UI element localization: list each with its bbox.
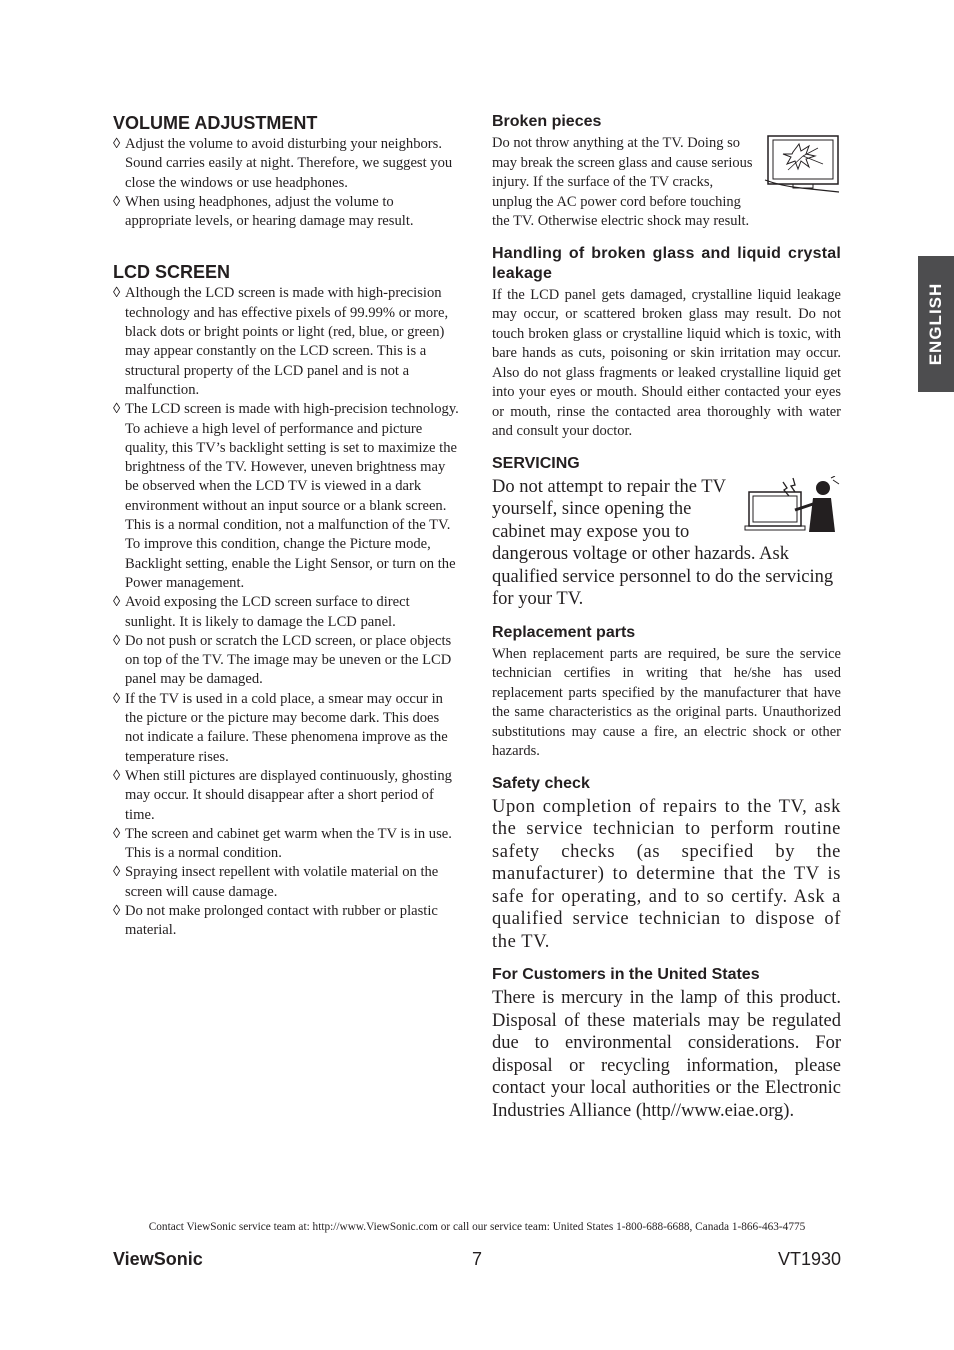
bullet-icon: ◊ <box>113 902 121 919</box>
list-item: ◊ When using headphones, adjust the volume to appropriate levels, or hearing damage may result. <box>113 193 414 230</box>
language-tab <box>918 256 954 392</box>
right-column <box>492 112 841 1122</box>
volume-list <box>113 135 461 231</box>
lcd-list <box>113 284 461 940</box>
broken-pieces-section <box>492 112 841 232</box>
repair-person-icon <box>743 476 841 543</box>
list-item: ◊ Do not push or scratch the LCD screen, or place objects on top of the TV. The image may be uneven or the LCD panel may be damaged. <box>113 632 452 688</box>
bullet-icon: ◊ <box>113 864 121 881</box>
volume-heading: VOLUME ADJUSTMENT <box>113 113 318 133</box>
list-item: ◊ Although the LCD screen is made with high-precision technology and has effective pixels of 99.99% or more, black dots or bright points or light (red, blue, or green) may appear constantly on the LCD screen. This is a structural property of the LCD panel and is not a malfunction. <box>113 285 449 398</box>
broken-glass-text: If the LCD panel gets damaged, crystalline liquid leakage may occur, or scattered broken glass may result. Do not touch broken glass or crystalline liquid which is toxic, with bare hands as cuts, poisoning or skin irritation may occur. Also do not glass fragments or leaked crystalline liquid get into your eyes or mouth. Should either contacted your eyes or mouth, rinse the contacted area thoroughly with water and consult your doctor. <box>492 286 841 439</box>
us-customers-heading: For Customers in the United States <box>492 966 760 983</box>
list-item: ◊ Avoid exposing the LCD screen surface to direct sunlight. It is likely to damage the LCD panel. <box>113 594 410 630</box>
us-customers-text: There is mercury in the lamp of this product. Disposal of these materials may be regulated due to environmental considerations. For disposal or recycling information, please contact your local authorities or the Electronic Industries Alliance (http//www.eiae.org). <box>492 988 841 1121</box>
list-item: ◊ Adjust the volume to avoid disturbing your neighbors. Sound carries easily at night. Therefore, we suggest you close the windows or use headphones. <box>113 136 453 191</box>
volume-section <box>113 112 461 231</box>
lcd-heading: LCD SCREEN <box>113 262 231 283</box>
language-tab-label: ENGLISH <box>926 282 945 366</box>
replacement-parts-heading: Replacement parts <box>492 623 636 641</box>
broken-glass-heading: Handling of broken glass and liquid crystal leakage <box>492 244 841 282</box>
us-customers-section <box>492 965 841 1122</box>
bullet-icon: ◊ <box>113 594 121 611</box>
replacement-parts-text: When replacement parts are required, be sure the service technician certifies in writing that he/she has used replacement parts specified by the manufacturer that have the same characteristics as the original parts. Unauthorized substitutions may cause a fire, an electric shock or other hazards. <box>492 645 841 759</box>
bullet-icon: ◊ <box>113 767 121 784</box>
servicing-text: Do not attempt to repair the TV yourself, since opening the cabinet may expose you to dangerous voltage or other hazards. Ask qualified service personnel to do the servicing for your TV. <box>492 476 834 609</box>
bullet-icon: ◊ <box>113 632 121 649</box>
cracked-tv-icon <box>763 134 841 201</box>
list-item: ◊ If the TV is used in a cold place, a smear may occur in the picture or the picture may become dark. This does not indicate a failure. These phenomena improve as the temperature rises. <box>113 690 448 765</box>
servicing-section <box>492 454 841 611</box>
page-number: 7 <box>471 1249 482 1269</box>
broken-pieces-heading: Broken pieces <box>492 113 602 130</box>
safety-check-heading: Safety check <box>492 774 590 792</box>
bullet-icon: ◊ <box>113 136 121 152</box>
list-item: ◊ The LCD screen is made with high-precision technology. To achieve a high level of performance and picture quality, this TV’s backlight setting is set to maximize the brightness of the TV. However, uneven brightness may be observed when the LCD TV is viewed in a dark environment without an input source or a blank screen. This is a normal condition, not a malfunction of the TV. To improve this condition, change the Picture mode, Backlight setting, enable the Light Sensor, or turn on the Power management. <box>113 401 459 591</box>
safety-check-section <box>492 774 841 954</box>
brand-name: ViewSonic <box>113 1249 203 1269</box>
left-column <box>113 112 461 941</box>
list-item: ◊ Do not make prolonged contact with rubber or plastic material. <box>113 902 438 939</box>
list-item: ◊ When still pictures are displayed continuously, ghosting may occur. It should disappear after a short period of time. <box>113 767 452 823</box>
bullet-icon: ◊ <box>113 401 121 418</box>
bullet-icon: ◊ <box>113 285 121 302</box>
contact-line: Contact ViewSonic service team at: http://www.ViewSonic.com or call our service team: United States 1-800-688-6688, Canada 1-866-463-4775 <box>148 1221 806 1233</box>
bullet-icon: ◊ <box>113 825 121 842</box>
safety-check-text: Upon completion of repairs to the TV, ask the service technician to perform routine safety checks (as specified by the manufacturer) to determine that the TV is safe for operating, and to so certify. Ask a qualified service technician to dispose of the TV. <box>492 796 841 952</box>
replacement-parts-section <box>492 623 841 762</box>
page-footer <box>113 1249 841 1273</box>
broken-pieces-text: Do not throw anything at the TV. Doing so may break the screen glass and cause serious injury. If the surface of the TV cracks, unplug the AC power cord before touching the TV. Otherwise electric shock may result. <box>492 135 753 229</box>
list-item: ◊ The screen and cabinet get warm when the TV is in use. This is a normal condition. <box>113 825 452 862</box>
servicing-heading: SERVICING <box>492 454 580 472</box>
lcd-section <box>113 261 461 940</box>
broken-glass-section <box>492 244 841 442</box>
model-number: VT1930 <box>777 1249 841 1269</box>
bullet-icon: ◊ <box>113 690 121 707</box>
list-item: ◊ Spraying insect repellent with volatile material on the screen will cause damage. <box>113 864 439 900</box>
bullet-icon: ◊ <box>113 193 121 210</box>
